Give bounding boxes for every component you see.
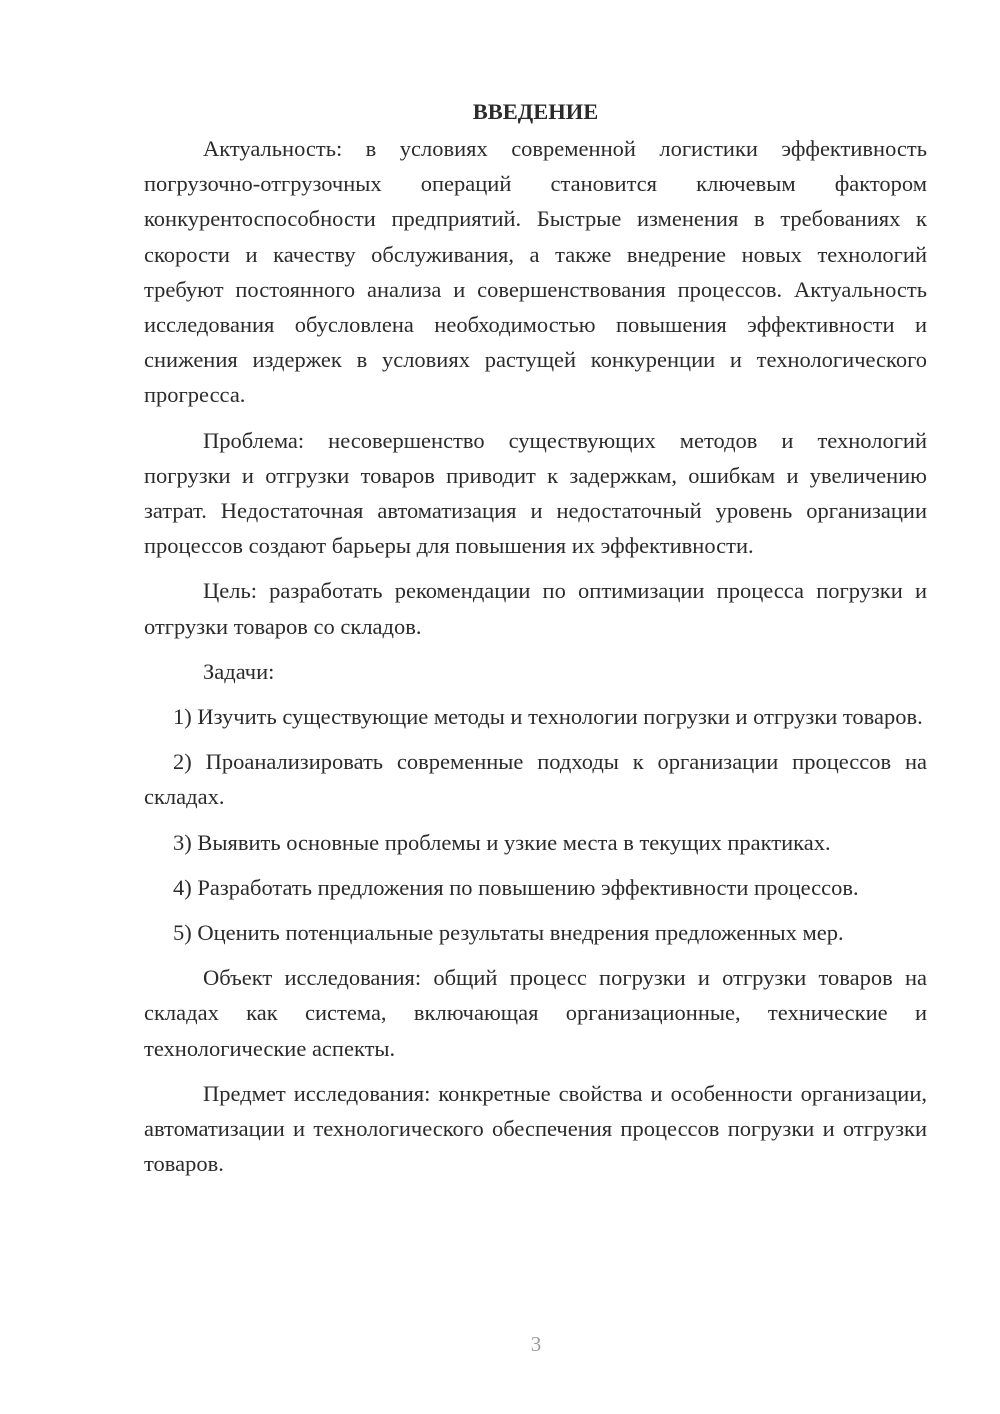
paragraph-subject: Предмет исследования: конкретные свойства и особенности организации, автоматизации и технологического обеспечения процессов погрузки и отгрузки товаров. bbox=[144, 1080, 927, 1177]
task-item-4: 4) Разработать предложения по повышению эффективности процессов. bbox=[173, 874, 859, 900]
task-item-1: 1) Изучить существующие методы и технологии погрузки и отгрузки товаров. bbox=[173, 704, 923, 730]
paragraph-tasks-title: Задачи: bbox=[203, 658, 275, 684]
task-item-3: 3) Выявить основные проблемы и узкие места в текущих практиках. bbox=[173, 829, 831, 855]
paragraph-problem: Проблема: несовершенство существующих методов и технологий погрузки и отгрузки товаров приводит к задержкам, ошибкам и увеличению затрат. Недостаточная автоматизация и недостаточный уровень организации процессов создают барьеры для повышения их эффективности. bbox=[144, 427, 927, 559]
task-item-2: 2) Проанализировать современные подходы к организации процессов на складах. bbox=[144, 749, 927, 810]
paragraph-goal: Цель: разработать рекомендации по оптимизации процесса погрузки и отгрузки товаров со складов. bbox=[144, 578, 927, 639]
section-heading: ВВЕДЕНИЕ bbox=[472, 99, 599, 124]
paragraph-relevance: Актуальность: в условиях современной логистики эффективность погрузочно-отгрузочных операций становится ключевым фактором конкурентоспособности предприятий. Быстрые изменения в требованиях к скорости и качеству обслуживания, а также внедрение новых технологий требуют постоянного анализа и совершенствования процессов. Актуальность исследования обусловлена необходимостью повышения эффективности и снижения издержек в условиях растущей конкуренции и технологического прогресса. bbox=[144, 136, 927, 408]
task-item-5: 5) Оценить потенциальные результаты внедрения предложенных мер. bbox=[173, 920, 844, 946]
paragraph-object: Объект исследования: общий процесс погрузки и отгрузки товаров на складах как система, включающая организационные, технические и технологические аспекты. bbox=[144, 965, 927, 1061]
page-content bbox=[144, 94, 927, 1191]
page-number: 3 bbox=[530, 1332, 542, 1356]
